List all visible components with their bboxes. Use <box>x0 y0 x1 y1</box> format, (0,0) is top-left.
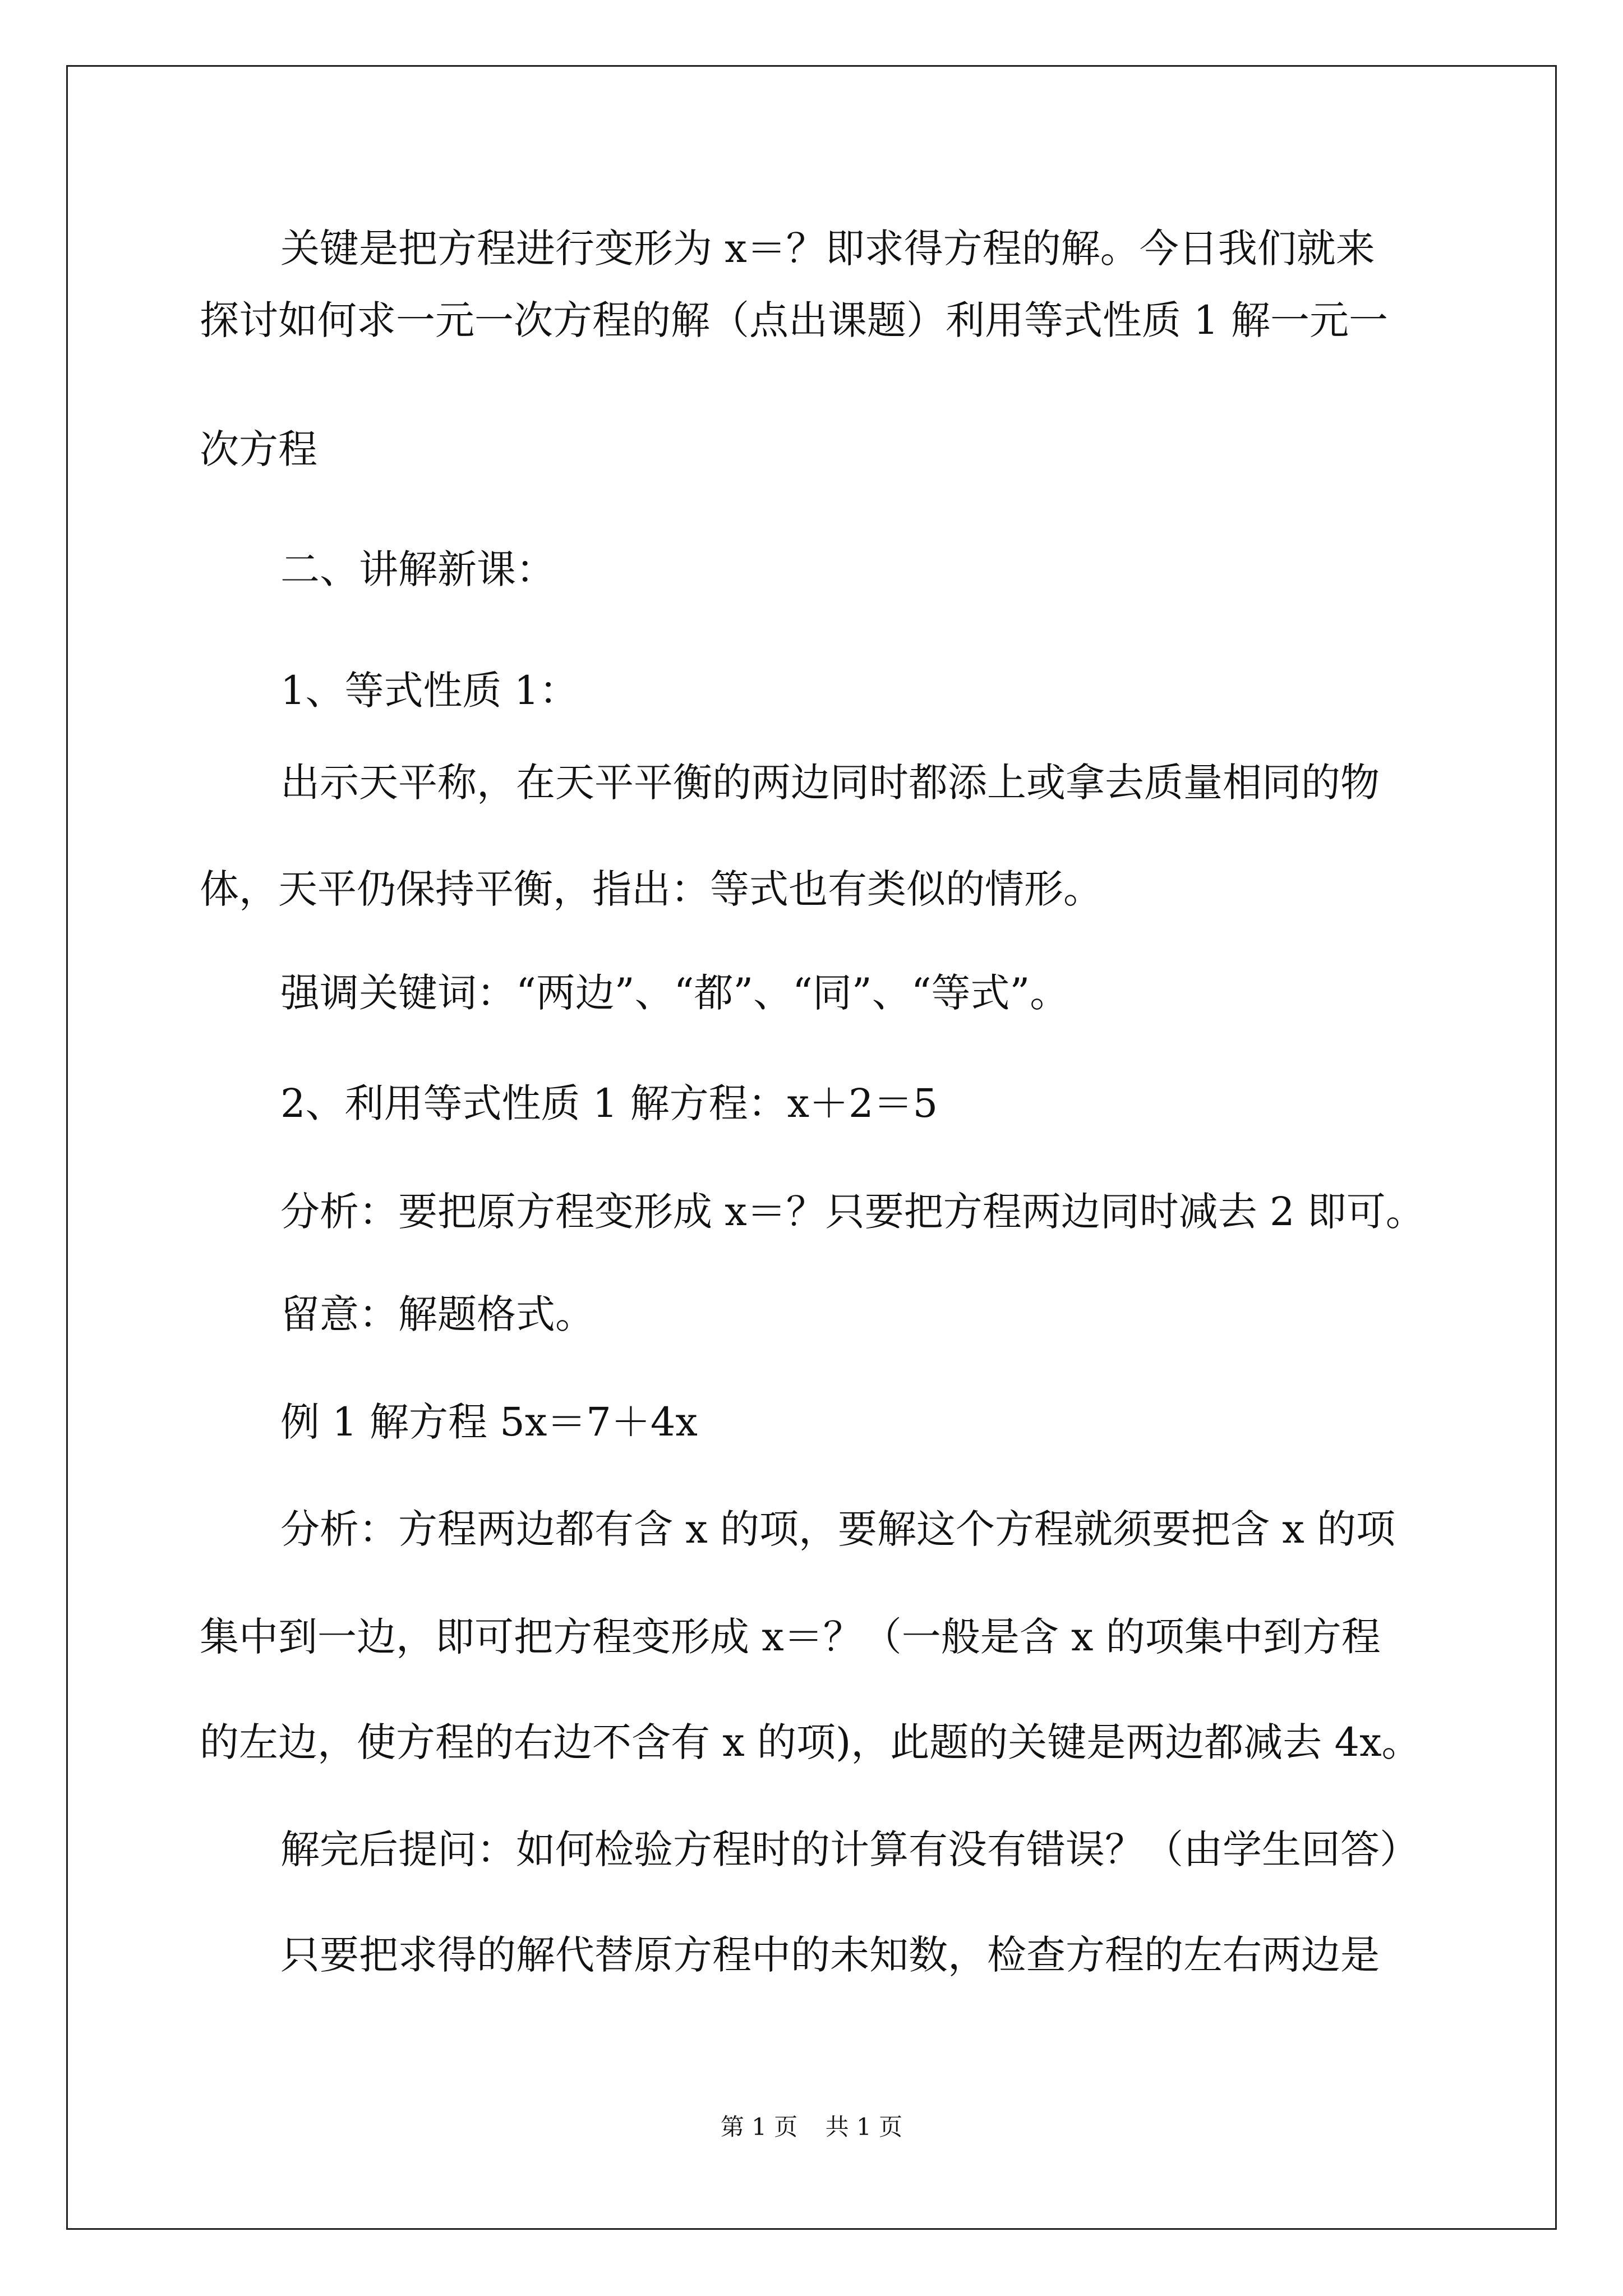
page-footer <box>0 2110 1623 2144</box>
text-line: 解完后提问：如何检验方程时的计算有没有错误？（由学生回答） <box>280 1826 1419 1872</box>
subsection-heading: 1、等式性质 1： <box>280 668 579 714</box>
text-line: 次方程 <box>200 426 317 472</box>
text-line: 探讨如何求一元一次方程的解（点出课题）利用等式性质 1 解一元一 <box>200 297 1389 343</box>
text-line: 关键是把方程进行变形为 x＝？即求得方程的解。今日我们就来 <box>280 226 1375 272</box>
text-line: 体，天平仍保持平衡，指出：等式也有类似的情形。 <box>200 866 1103 912</box>
page-border <box>66 65 1557 2230</box>
text-line: 强调关键词：“两边”、“都”、“同”、“等式”。 <box>280 970 1069 1016</box>
text-line: 分析：方程两边都有含 x 的项，要解这个方程就须要把含 x 的项 <box>280 1506 1395 1552</box>
text-line: 留意：解题格式。 <box>280 1291 594 1337</box>
text-line: 分析：要把原方程变形成 x＝？只要把方程两边同时减去 2 即可。 <box>280 1189 1425 1235</box>
text-line: 出示天平称，在天平平衡的两边同时都添上或拿去质量相同的物 <box>280 760 1380 806</box>
page-number: 第 1 页 <box>720 2113 798 2141</box>
page-total: 共 1 页 <box>825 2113 903 2141</box>
section-heading: 二、讲解新课： <box>280 546 555 592</box>
text-line: 集中到一边，即可把方程变形成 x＝？（一般是含 x 的项集中到方程 <box>200 1614 1381 1660</box>
text-line: 只要把求得的解代替原方程中的未知数，检查方程的左右两边是 <box>280 1932 1380 1978</box>
subsection-heading: 2、利用等式性质 1 解方程：x＋2＝5 <box>280 1080 938 1126</box>
text-line: 的左边，使方程的右边不含有 x 的项)，此题的关键是两边都减去 4x。 <box>200 1719 1421 1765</box>
example-heading: 例 1 解方程 5x＝7＋4x <box>280 1399 698 1445</box>
